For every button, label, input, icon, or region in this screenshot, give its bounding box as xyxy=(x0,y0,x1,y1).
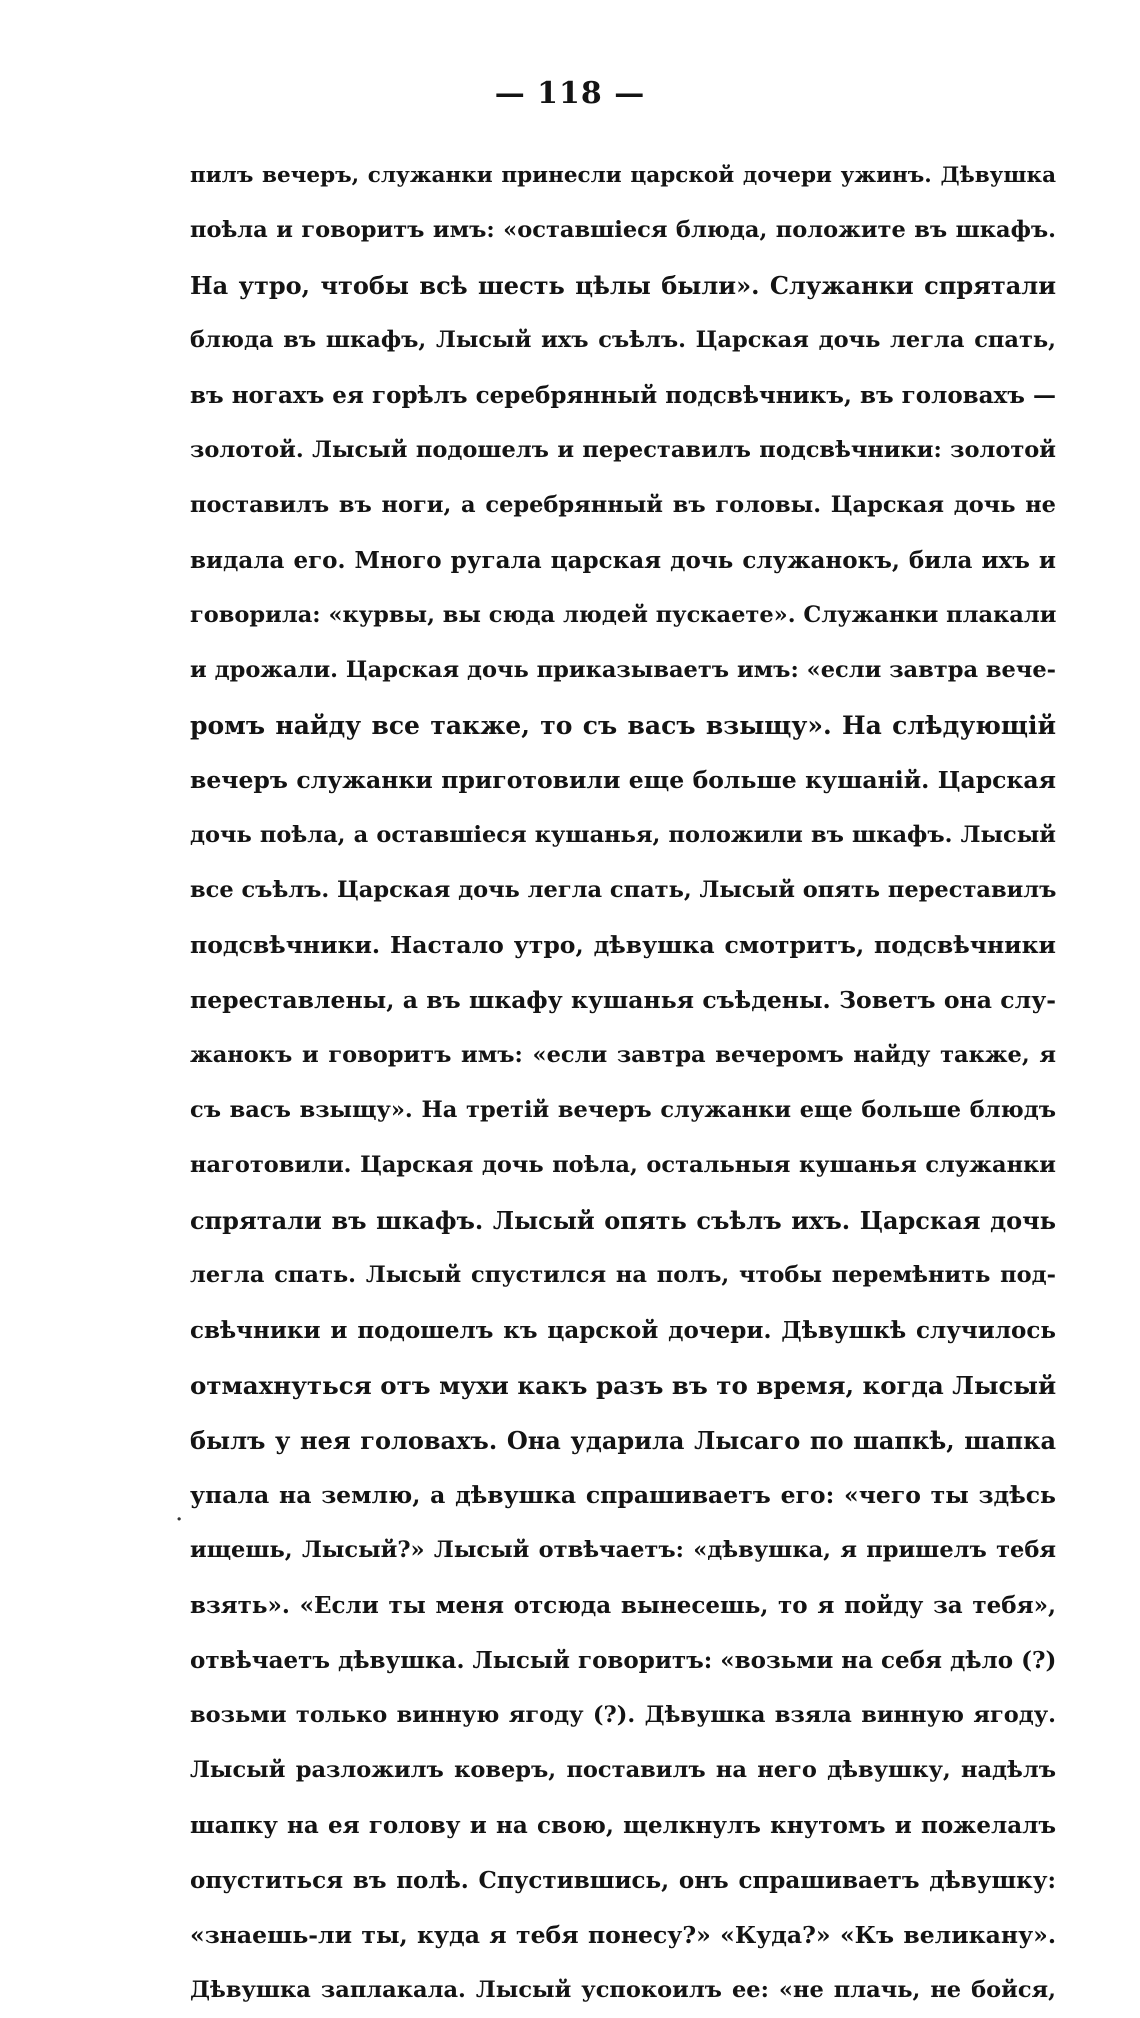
text-line: поѣла и говоритъ имъ: «оставшіеся блюда, положите въ шкафъ. xyxy=(190,217,1056,243)
text-line: ромъ найду все также, то съ васъ взыщу». На слѣдующій xyxy=(190,711,1056,740)
text-line: легла спать. Лысый спустился на полъ, чтобы перемѣнить под- xyxy=(190,1262,1056,1288)
text-line: дочь поѣла, а оставшіеся кушанья, положили въ шкафъ. Лысый xyxy=(190,822,1056,848)
margin-mark: · xyxy=(176,1509,183,1530)
text-line: взять». «Если ты меня отсюда вынесешь, то я пойду за тебя», xyxy=(190,1592,1056,1619)
text-line: шапку на ея голову и на свою, щелкнулъ кнутомъ и пожелалъ xyxy=(190,1812,1056,1839)
text-line: говорила: «курвы, вы сюда людей пускаете». Служанки плакали xyxy=(190,602,1057,628)
text-line: пилъ вечеръ, служанки принесли царской дочери ужинъ. Дѣвушка xyxy=(190,163,1056,188)
text-line: наготовили. Царская дочь поѣла, остальныя кушанья служанки xyxy=(190,1152,1056,1178)
text-line: переставлены, а въ шкафу кушанья съѣдены. Зоветъ она слу- xyxy=(190,986,1056,1014)
text-line: видала его. Много ругала царская дочь служанокъ, била ихъ и xyxy=(190,547,1056,574)
text-line: Лысый разложилъ коверъ, поставилъ на него дѣвушку, надѣлъ xyxy=(190,1757,1056,1783)
text-line: отвѣчаетъ дѣвушка. Лысый говоритъ: «возьми на себя дѣло (?) xyxy=(190,1647,1057,1674)
text-line: все съѣлъ. Царская дочь легла спать, Лысый опять переставилъ xyxy=(190,877,1057,903)
text-line: поставилъ въ ноги, а серебрянный въ головы. Царская дочь не xyxy=(190,492,1056,518)
text-line: съ васъ взыщу». На третій вечеръ служанки еще больше блюдъ xyxy=(190,1097,1056,1123)
text-line: «знаешь-ли ты, куда я тебя понесу?» «Куда?» «Къ великану». xyxy=(190,1921,1056,1949)
body-text xyxy=(190,148,1056,2018)
text-line: На утро, чтобы всѣ шесть цѣлы были». Служанки спрятали xyxy=(190,271,1056,300)
text-line: упала на землю, а дѣвушка спрашиваетъ его: «чего ты здѣсь xyxy=(190,1481,1056,1509)
text-line: Дѣвушка заплакала. Лысый успокоилъ ее: «не плачь, не бойся, xyxy=(190,1977,1056,2003)
text-line: подсвѣчники. Настало утро, дѣвушка смотритъ, подсвѣчники xyxy=(190,931,1056,959)
text-line: и дрожали. Царская дочь приказываетъ имъ: «если завтра вече- xyxy=(190,657,1056,683)
page-number: — 118 — xyxy=(494,76,646,111)
text-line: возьми только винную ягоду (?). Дѣвушка взяла винную ягоду. xyxy=(190,1702,1056,1728)
text-line: былъ у нея головахъ. Она ударила Лысаго по шапкѣ, шапка xyxy=(190,1426,1056,1455)
text-line: жанокъ и говоритъ имъ: «если завтра вечеромъ найду также, я xyxy=(190,1042,1056,1068)
text-line: въ ногахъ ея горѣлъ серебрянный подсвѣчникъ, въ головахъ — xyxy=(190,382,1056,409)
text-line: вечеръ служанки приготовили еще больше кушаній. Царская xyxy=(190,766,1056,794)
text-line: спрятали въ шкафъ. Лысый опять съѣлъ ихъ. Царская дочь xyxy=(190,1206,1056,1235)
text-line: золотой. Лысый подошелъ и переставилъ подсвѣчники: золотой xyxy=(190,437,1056,463)
text-line: блюда въ шкафъ, Лысый ихъ съѣлъ. Царская дочь легла спать, xyxy=(190,327,1056,353)
text-line: ищешь, Лысый?» Лысый отвѣчаетъ: «дѣвушка, я пришелъ тебя xyxy=(190,1537,1056,1563)
text-line: отмахнуться отъ мухи какъ разъ въ то время, когда Лысый xyxy=(190,1371,1057,1400)
text-line: свѣчники и подошелъ къ царской дочери. Дѣвушкѣ случилось xyxy=(190,1317,1056,1344)
text-line: опуститься въ полѣ. Спустившись, онъ спрашиваетъ дѣвушку: xyxy=(190,1867,1056,1894)
